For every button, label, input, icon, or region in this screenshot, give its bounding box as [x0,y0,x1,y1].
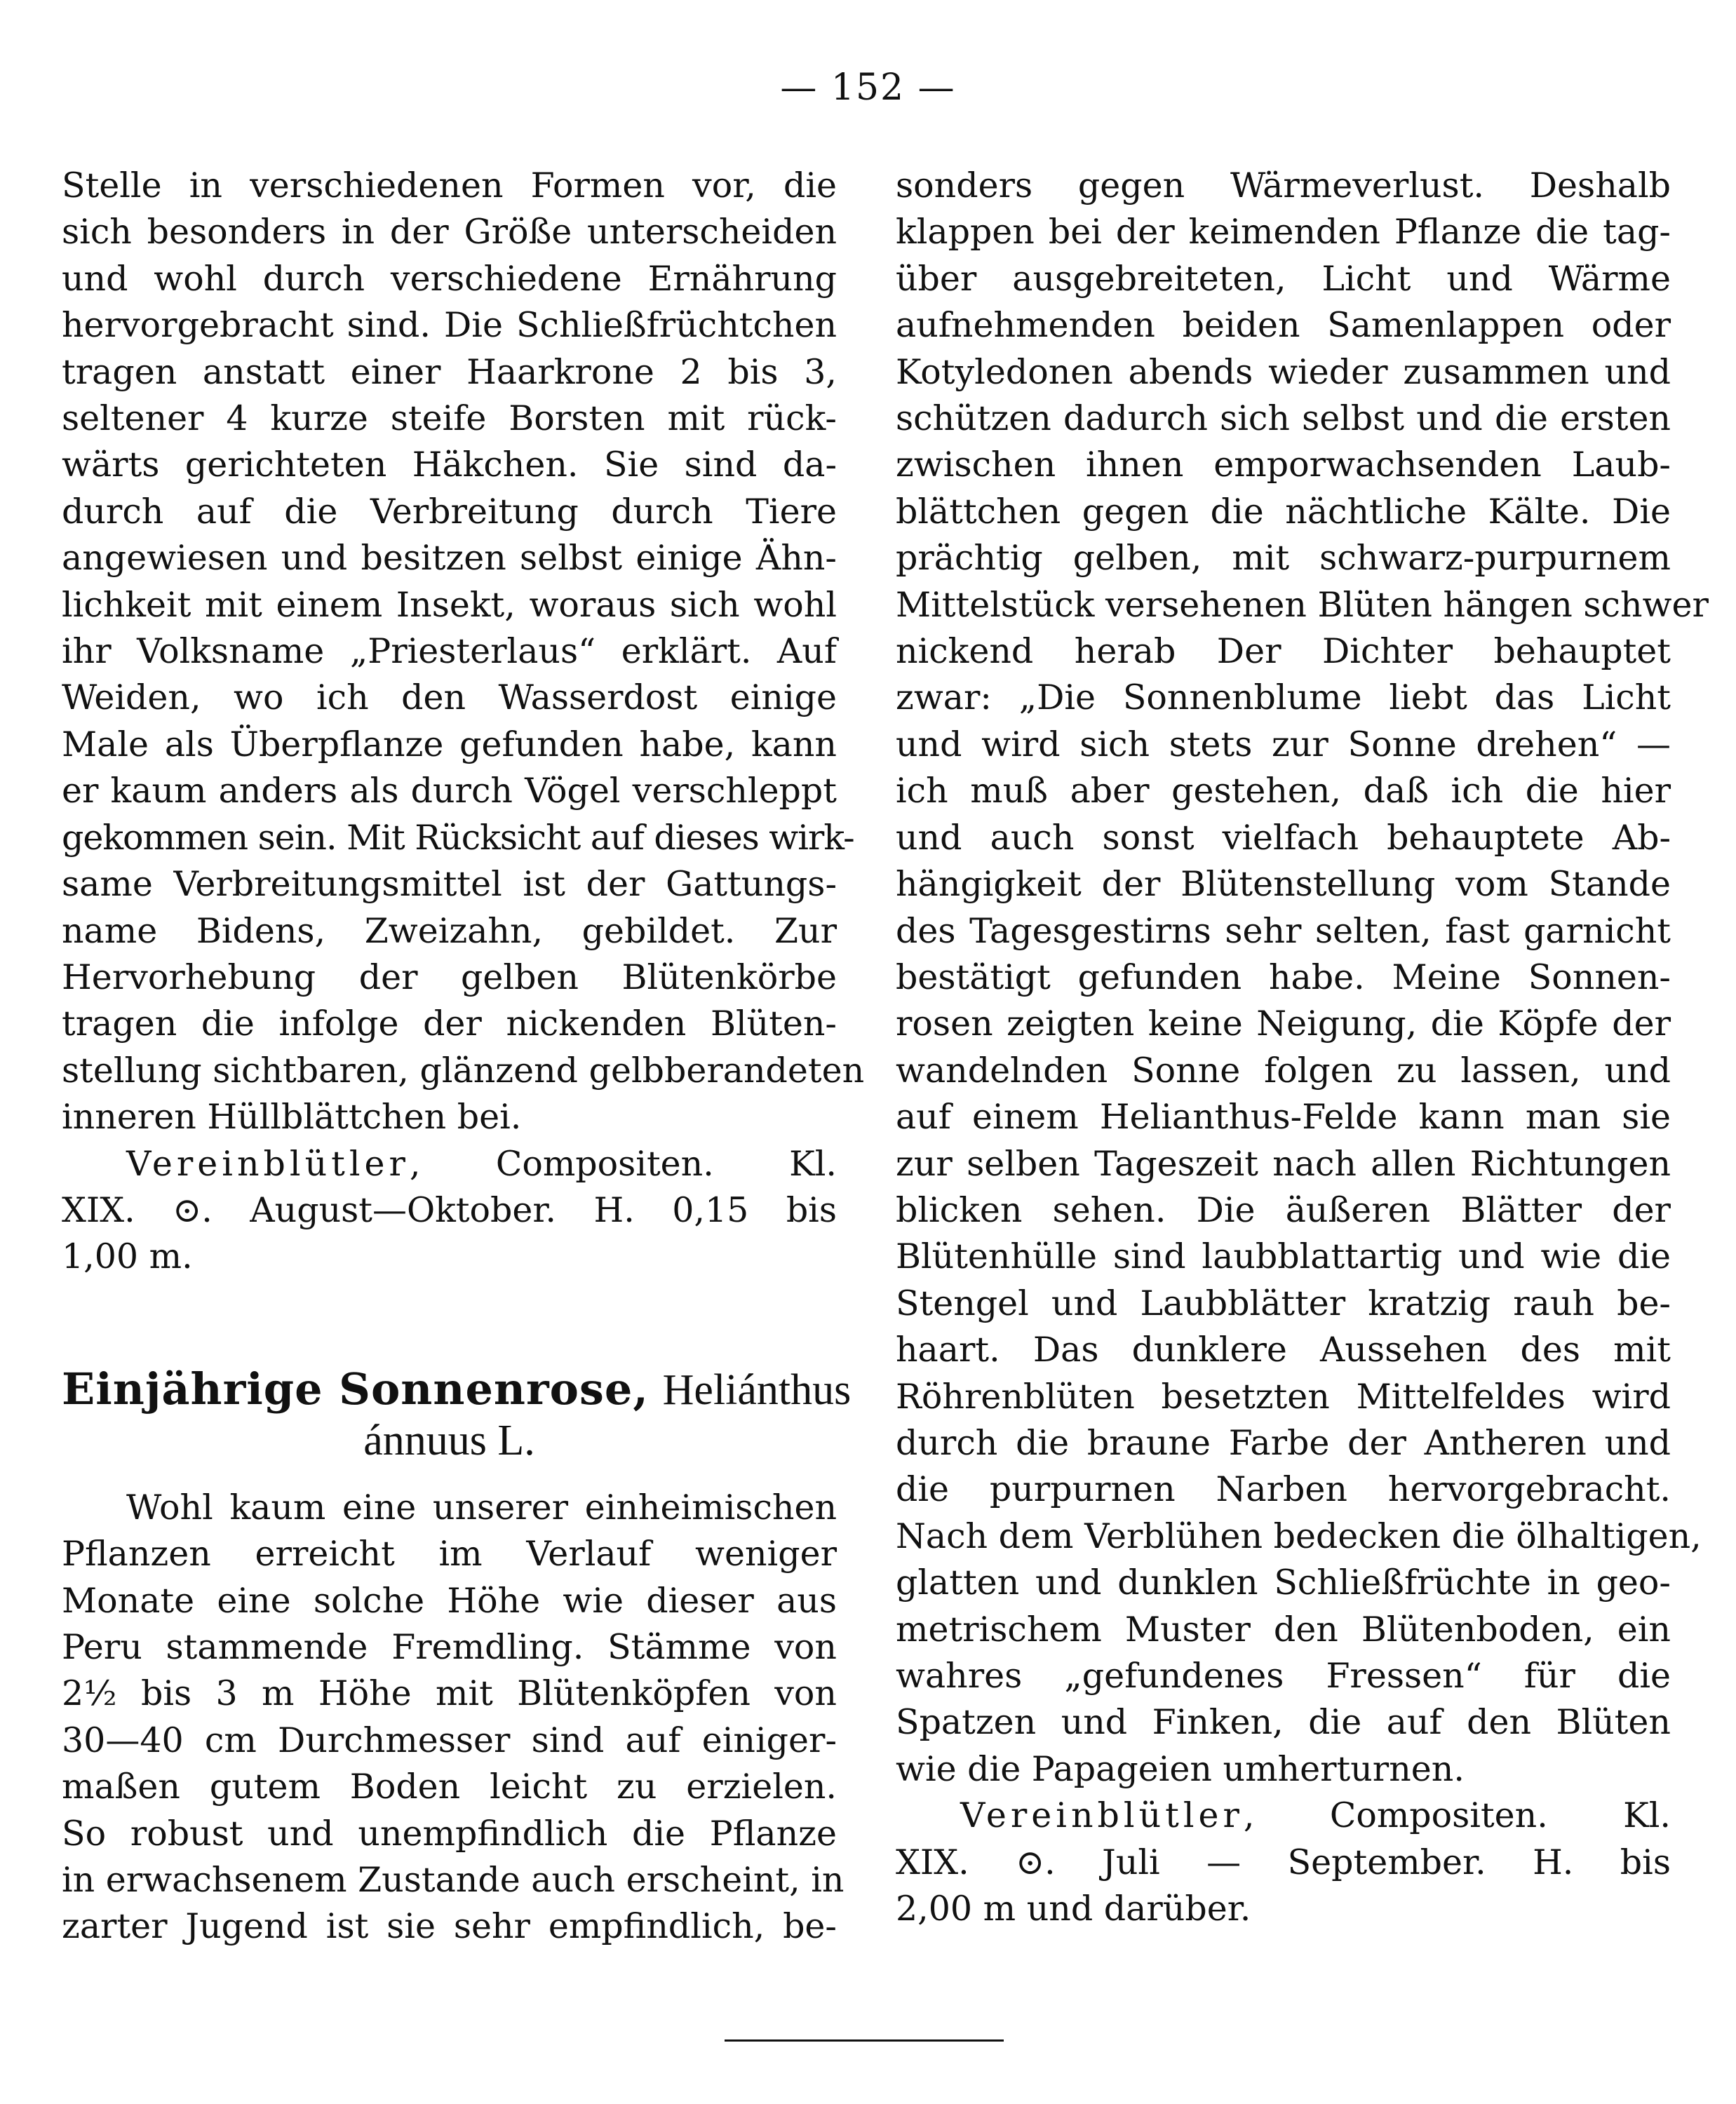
text-line: zwar: „Die Sonnenblume liebt das Licht [896,677,1671,718]
text-line: maßen gutem Boden leicht zu erzielen. [62,1767,837,1807]
text-line: zarter Jugend ist sie sehr empfindlich, be- [62,1906,837,1947]
text-line: Nach dem Verblühen bedecken die ölhaltigen, [896,1516,1702,1556]
section-heading [62,1363,852,1465]
text-line: klappen bei der keimenden Pflanze die tag- [896,212,1671,252]
heading-title: Einjährige Sonnenrose, [62,1363,649,1415]
classification-line: XIX. ⊙. August—Oktober. H. 0,15 bis [62,1189,837,1230]
heading-line [62,1363,852,1415]
text-line: prächtig gelben, mit schwarz-purpurnem [896,538,1671,579]
text-line: Mittelstück versehenen Blüten hängen schwer [896,584,1709,625]
classification-rest: , Compositen. Kl. [409,1143,837,1184]
text-line: die purpurnen Narben hervorgebracht. [896,1469,1671,1510]
classification-line: 1,00 m. [62,1236,193,1277]
text-line: Male als Überpflanze gefunden habe, kann [62,724,837,764]
text-line: bestätigt gefunden habe. Meine Sonnen- [896,957,1671,997]
text-line: Weiden, wo ich den Wasserdost einige [62,677,837,718]
footer-rule [725,2039,1004,2042]
text-line: ihr Volksname „Priesterlaus“ erklärt. Auf [62,631,837,672]
text-line: aufnehmenden beiden Samenlappen oder [896,305,1671,346]
text-line: Spatzen und Finken, die auf den Blüten [896,1702,1671,1743]
text-line: name Bidens, Zweizahn, gebildet. Zur [62,910,837,951]
classification-line [896,1793,1671,1839]
text-line: des Tagesgestirns sehr selten, fast garnicht [896,910,1671,951]
text-line: Kotyledonen abends wieder zusammen und [896,351,1671,392]
classification-line [62,1141,837,1187]
text-line: haart. Das dunklere Aussehen des mit [896,1330,1671,1370]
text-line: 2½ bis 3 m Höhe mit Blütenköpfen von [62,1673,837,1714]
text-line: inneren Hüllblättchen bei. [62,1097,522,1138]
text-line: angewiesen und besitzen selbst einige Ähn- [62,538,837,579]
text-line: auf einem Helianthus-Felde kann man sie [896,1097,1671,1138]
classification-rest: , Compositen. Kl. [1243,1795,1671,1836]
text-line: Blütenhülle sind laubblattartig und wie die [896,1236,1671,1277]
text-line: schützen dadurch sich selbst und die ersten [896,398,1671,439]
heading-latin-name: Heliánthus [662,1365,852,1414]
right-column [896,163,1709,1932]
classification-line: 2,00 m und darüber. [896,1889,1251,1929]
text-line: und wohl durch verschiedene Ernährung [62,258,837,299]
text-line: same Verbreitungsmittel ist der Gattungs- [62,864,837,905]
text-line: Stelle in verschiedenen Formen vor, die [62,166,837,205]
text-line: wandelnden Sonne folgen zu lassen, und [896,1050,1671,1091]
heading-latin-name-cont: ánnuus L. [363,1416,535,1464]
text-line: rosen zeigten keine Neigung, die Köpfe der [896,1004,1671,1044]
text-line: blicken sehen. Die äußeren Blätter der [896,1189,1671,1230]
text-line: hängigkeit der Blütenstellung vom Stande [896,864,1671,905]
text-line: hervorgebracht sind. Die Schließfrüchtchen [62,305,837,346]
text-line: ich muß aber gestehen, daß ich die hier [896,771,1671,811]
text-line: Pflanzen erreicht im Verlauf weniger [62,1534,837,1574]
text-line: zwischen ihnen emporwachsenden Laub- [896,445,1671,485]
text-line: und auch sonst vielfach behauptete Ab- [896,817,1671,858]
text-line: sich besonders in der Größe unterscheiden [62,212,837,252]
text-line: lichkeit mit einem Insekt, woraus sich wohl [62,584,837,625]
text-line: tragen anstatt einer Haarkrone 2 bis 3, [62,351,837,392]
text-line: Wohl kaum eine unserer einheimischen [126,1487,837,1528]
text-line: 30—40 cm Durchmesser sind auf einiger- [62,1720,837,1760]
text-line: tragen die infolge der nickenden Blüten- [62,1004,837,1044]
family-label: Vereinblütler [126,1143,410,1184]
text-line: durch die braune Farbe der Antheren und [896,1422,1671,1463]
left-column [62,163,865,1950]
text-line: glatten und dunklen Schließfrüchte in geo- [896,1563,1671,1603]
text-line: nickend herab Der Dichter behauptet [896,631,1671,672]
text-line: zur selben Tageszeit nach allen Richtungen [896,1143,1671,1184]
text-line: er kaum anders als durch Vögel verschleppt [62,771,837,811]
text-line: über ausgebreiteten, Licht und Wärme [896,258,1671,299]
text-line: So robust und unempfindlich die Pflanze [62,1813,837,1854]
text-line: gekommen sein. Mit Rücksicht auf dieses wirk- [62,817,854,858]
text-line: stellung sichtbaren, glänzend gelbberandeten [62,1050,865,1091]
text-line: wie die Papageien umherturnen. [896,1748,1465,1789]
page-number: — 152 — [780,67,956,109]
text-line: Röhrenblüten besetzten Mittelfeldes wird [896,1376,1671,1417]
text-line: metrischem Muster den Blütenboden, ein [896,1609,1671,1650]
text-line: sonders gegen Wärmeverlust. Deshalb [896,166,1671,205]
text-line: in erwachsenem Zustande auch erscheint, in [62,1860,845,1900]
text-line: wärts gerichteten Häkchen. Sie sind da- [62,445,837,485]
text-line: Stengel und Laubblätter kratzig rauh be- [896,1283,1671,1323]
text-line: blättchen gegen die nächtliche Kälte. Die [896,491,1671,532]
text-line: seltener 4 kurze steife Borsten mit rück- [62,398,837,439]
text-line: Peru stammende Fremdling. Stämme von [62,1626,837,1667]
classification-line: XIX. ⊙. Juli — September. H. bis [896,1842,1671,1882]
text-line: und wird sich stets zur Sonne drehen“ — [896,724,1671,764]
text-line: Monate eine solche Höhe wie dieser aus [62,1580,837,1621]
text-line: Hervorhebung der gelben Blütenkörbe [62,957,837,997]
family-label: Vereinblütler [960,1795,1244,1836]
text-line: durch auf die Verbreitung durch Tiere [62,491,837,532]
text-line: wahres „gefundenes Fressen“ für die [896,1656,1671,1696]
